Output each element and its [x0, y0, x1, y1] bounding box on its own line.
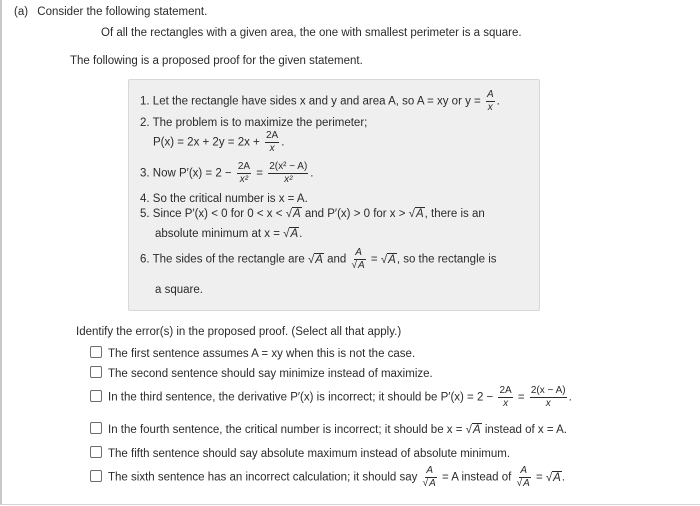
fraction: $\frac{2A}{x}$	[265, 130, 279, 154]
fraction: $\frac{A}{x}$	[486, 89, 494, 113]
sqrt: √A	[408, 208, 424, 220]
proof-intro: The following is a proposed proof for the given statement.	[70, 55, 363, 67]
option-4[interactable]: In the fourth sentence, the critical number is incorrect; it should be x = √A instead of x = A.	[90, 422, 567, 436]
sqrt: √A	[465, 424, 481, 436]
proof-sentence-6-line2: a square.	[155, 284, 203, 296]
option-3[interactable]: In the third sentence, the derivative P′(x) is incorrect; it should be P′(x) = 2 − $\frac{2A}{x}$ = $\frac{2(x - A)}{x}$ .	[90, 386, 572, 409]
proof-sentence-5: 5. Since P′(x) < 0 for 0 < x < √A and P′(x) > 0 for x > √A, there is an	[140, 208, 485, 220]
fraction: $\frac{2A}{x}$	[499, 385, 512, 409]
option-5[interactable]: The fifth sentence should say absolute maximum instead of absolute minimum.	[90, 446, 510, 460]
fraction: $\frac{2A}{\text{x²}}$	[237, 161, 251, 185]
sqrt: √A	[545, 471, 561, 484]
option-1-checkbox[interactable]	[90, 346, 102, 358]
fraction: $\frac{A}{√A}$	[351, 247, 365, 271]
fraction: $\frac{A}{√A}$	[516, 465, 530, 489]
option-3-checkbox[interactable]	[90, 390, 102, 402]
proof-sentence-6: 6. The sides of the rectangle are √A and $\frac{A}{√A}$ = √A, so the rectangle is	[140, 247, 497, 271]
intro-text: Consider the following statement.	[37, 6, 208, 18]
question-prompt: Identify the error(s) in the proposed proof. (Select all that apply.)	[76, 326, 402, 338]
question-header	[14, 6, 207, 18]
fraction: $\frac{A}{√A}$	[422, 465, 436, 489]
proof-sentence-1: 1. Let the rectangle have sides x and y and area A, so A = xy or y = $\frac{A}{x}$ .	[140, 89, 500, 113]
proof-sentence-4: 4. So the critical number is x = A.	[140, 193, 308, 205]
option-2[interactable]: The second sentence should say minimize instead of maximize.	[90, 366, 433, 380]
fraction: $\frac{\text{2(x² − A)}}{\text{x²}}$	[269, 161, 308, 185]
option-6[interactable]: The sixth sentence has an incorrect calculation; it should say $\frac{A}{√A}$ = A instead of $\frac{A}{√A}$ = √A.	[90, 466, 565, 489]
statement-text: Of all the rectangles with a given area, the one with smallest perimeter is a square.	[101, 27, 522, 39]
option-1[interactable]: The first sentence assumes A = xy when this is not the case.	[90, 346, 415, 360]
option-5-checkbox[interactable]	[90, 446, 102, 458]
fraction: $\frac{2(x - A)}{x}$	[530, 385, 566, 409]
option-4-checkbox[interactable]	[90, 422, 102, 434]
part-label: (a)	[14, 6, 29, 18]
sqrt: √A	[380, 253, 396, 266]
proof-sentence-2: 2. The problem is to maximize the perimeter;	[140, 117, 368, 129]
sqrt: √A	[283, 228, 299, 240]
perimeter-equation: P(x) = 2x + 2y = 2x + $\frac{2A}{x}$ .	[153, 130, 285, 154]
option-6-checkbox[interactable]	[90, 470, 102, 482]
proof-sentence-3: 3. Now P′(x) = 2 − $\frac{2A}{\text{x²}}$ = $\frac{\text{2(x² − A)}}{\text{x²}}$ .	[140, 161, 314, 185]
sqrt: √A	[307, 253, 323, 266]
option-2-checkbox[interactable]	[90, 366, 102, 378]
sqrt: √A	[285, 208, 301, 220]
proof-sentence-5-line2: absolute minimum at x = √A.	[155, 228, 303, 240]
